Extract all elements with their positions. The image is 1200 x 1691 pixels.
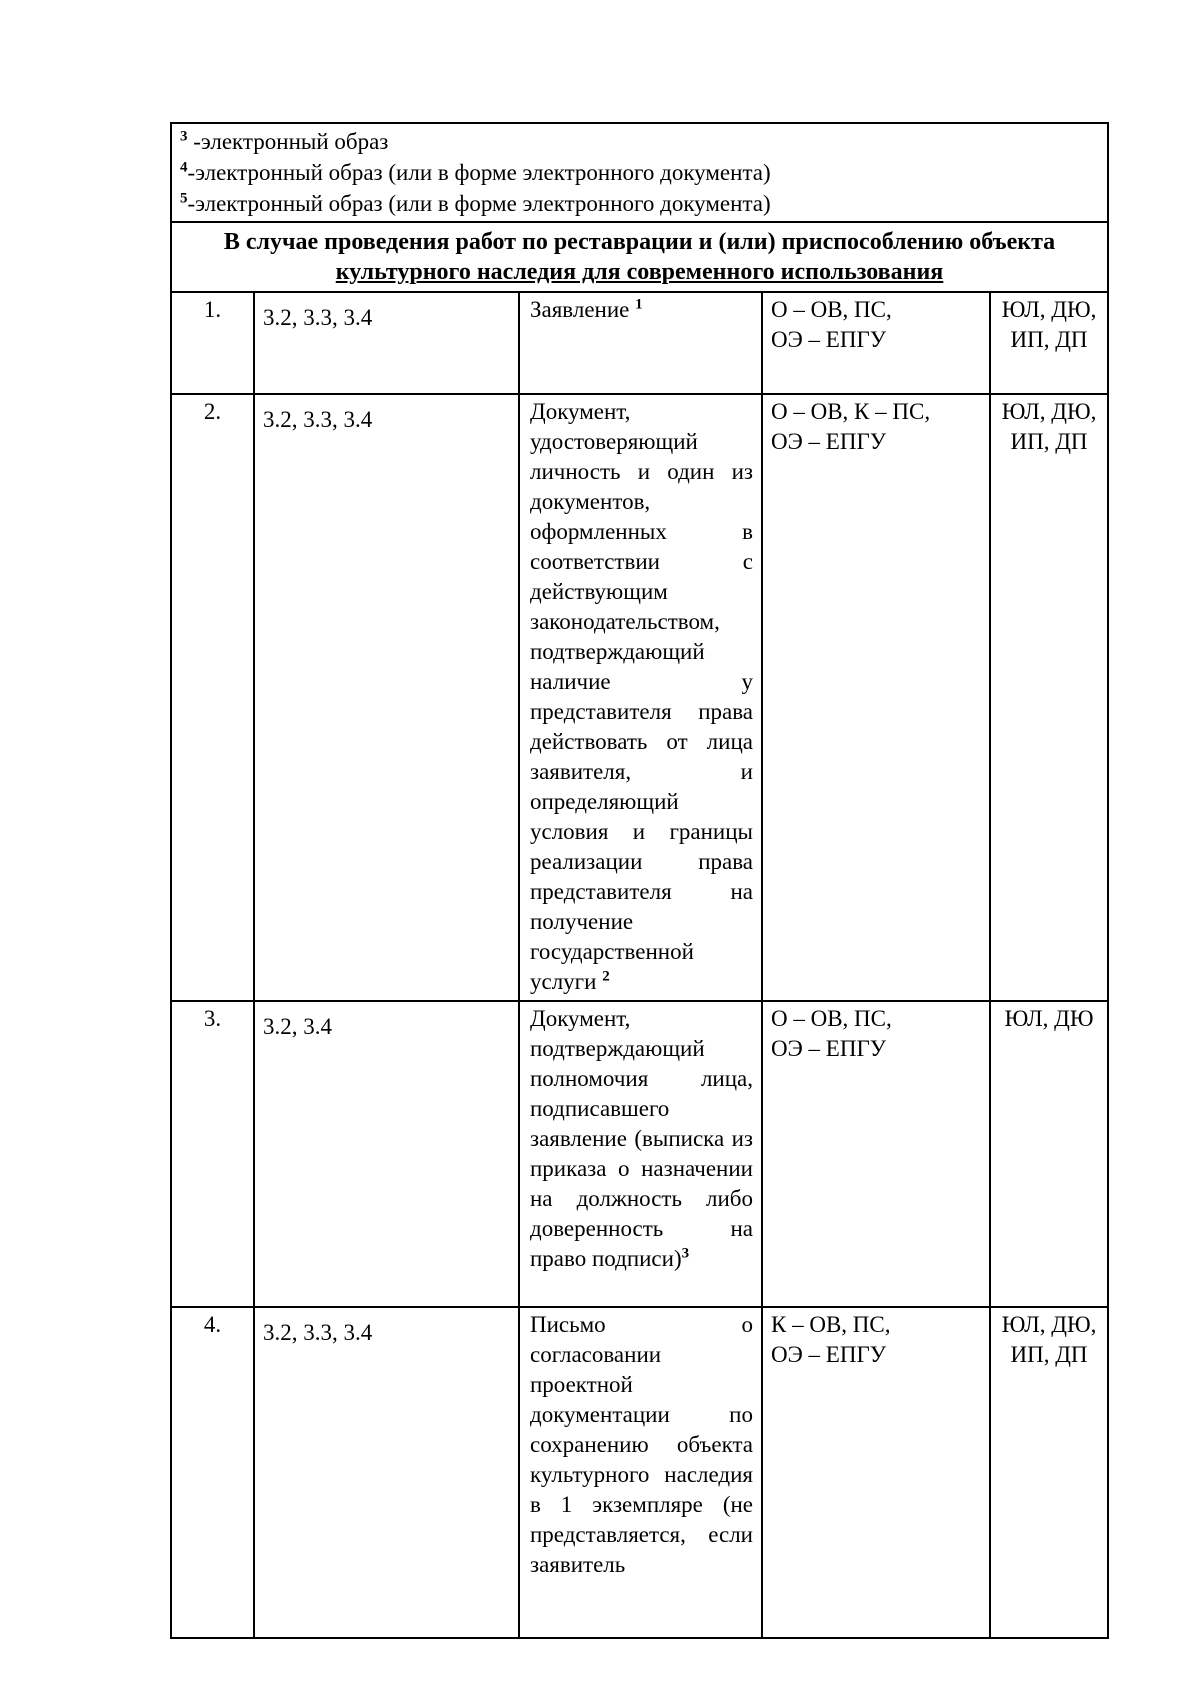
footnote-3-marker: 3 (180, 128, 188, 145)
row-channels (762, 1001, 990, 1307)
table-row (171, 394, 1108, 1001)
row-number: 1. (171, 292, 254, 394)
row-channels (762, 292, 990, 394)
row-channels (762, 394, 990, 1001)
row-applicant-line: ИП, ДП (1010, 1342, 1088, 1367)
row-document-footnote: 2 (602, 968, 610, 985)
row-channel-line: ОЭ – ЕПГУ (771, 327, 887, 352)
row-applicant-line: ЮЛ, ДЮ, (1001, 297, 1097, 322)
footnote-4-marker: 4 (180, 159, 188, 176)
footnote-3 (180, 126, 1099, 157)
row-applicant-line: ЮЛ, ДЮ, (1001, 399, 1097, 424)
row-document-body: Письмо о согласовании проектной документации по сохранению объекта культурного наследия в 1 экземпляре (не представляется, если заявитель (530, 1312, 753, 1577)
footnote-5-marker: 5 (180, 190, 188, 207)
row-channel-line: ОЭ – ЕПГУ (771, 1342, 887, 1367)
table-row (171, 1307, 1108, 1638)
row-document (519, 394, 762, 1001)
footnote-5 (180, 188, 1099, 219)
row-applicant-line: ЮЛ, ДЮ (1004, 1006, 1094, 1031)
row-document-text: Заявление (530, 297, 630, 322)
row-document-text (530, 1004, 753, 1274)
notes-row (171, 123, 1108, 222)
row-channel-line: О – ОВ, К – ПС, (771, 399, 931, 424)
section-header-line1: В случае проведения работ по реставрации и (или) приспособлению объекта (223, 229, 1056, 255)
row-document (519, 1001, 762, 1307)
row-sections: 3.2, 3.3, 3.4 (254, 292, 519, 394)
footnote-3-text: -электронный образ (187, 129, 389, 154)
requirements-table (170, 122, 1109, 1639)
row-sections: 3.2, 3.4 (254, 1001, 519, 1307)
row-number: 4. (171, 1307, 254, 1638)
row-applicant-line: ИП, ДП (1010, 327, 1088, 352)
row-document-text (530, 397, 753, 997)
row-applicant-line: ИП, ДП (1010, 429, 1088, 454)
row-channel-line: ОЭ – ЕПГУ (771, 429, 887, 454)
row-channels (762, 1307, 990, 1638)
footnote-4 (180, 157, 1099, 188)
row-document-text (530, 1310, 753, 1580)
row-document-footnote: 3 (681, 1245, 690, 1262)
table-row (171, 292, 1108, 394)
row-document-body: Документ, удостоверяющий личность и один из документов, оформленных в соответствии с действующим законодательством, подтверждающий наличие у представителя права действовать от лица заявителя, и определяющий условия и границы реализации права представителя на получение государственной услуги (530, 399, 753, 994)
row-applicant-line: ЮЛ, ДЮ, (1001, 1312, 1097, 1337)
row-document (519, 1307, 762, 1638)
table-row (171, 1001, 1108, 1307)
row-channel-line: ОЭ – ЕПГУ (771, 1036, 887, 1061)
row-document (519, 292, 762, 394)
row-channel-line: К – ОВ, ПС, (771, 1312, 891, 1337)
section-header (171, 222, 1108, 292)
row-applicants (990, 292, 1108, 394)
section-header-row (171, 222, 1108, 292)
row-applicants (990, 394, 1108, 1001)
footnote-5-text: -электронный образ (или в форме электронного документа) (187, 191, 771, 216)
row-sections: 3.2, 3.3, 3.4 (254, 1307, 519, 1638)
footnotes-cell (171, 123, 1108, 222)
row-document-body: Документ, подтверждающий полномочия лица, подписавшего заявление (выписка из приказа о назначении на должность либо доверенность на право подписи) (530, 1006, 753, 1271)
row-applicants (990, 1307, 1108, 1638)
row-channel-line: О – ОВ, ПС, (771, 297, 892, 322)
row-document-footnote: 1 (635, 296, 643, 313)
row-number: 2. (171, 394, 254, 1001)
row-applicants (990, 1001, 1108, 1307)
row-number: 3. (171, 1001, 254, 1307)
row-sections: 3.2, 3.3, 3.4 (254, 394, 519, 1001)
row-channel-line: О – ОВ, ПС, (771, 1006, 892, 1031)
footnote-4-text: -электронный образ (или в форме электронного документа) (187, 160, 771, 185)
section-header-line2: культурного наследия для современного использования (335, 259, 944, 285)
